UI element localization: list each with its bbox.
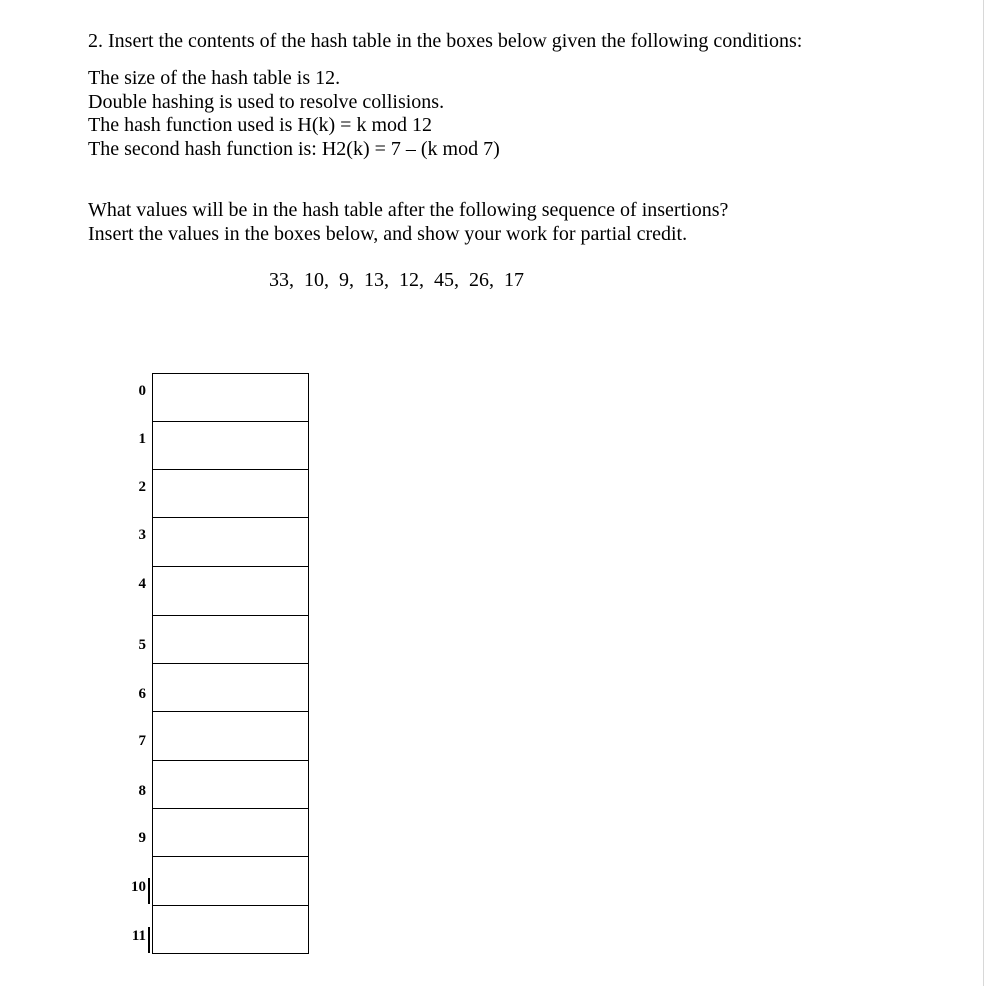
slot-index-3: 3 [138,527,146,543]
instruction-line-2: Insert the values in the boxes below, and show your work for partial credit. [88,222,688,245]
slot-box-8[interactable] [152,760,309,809]
slot-divider-10 [148,878,150,904]
condition-hash-function: The hash function used is H(k) = k mod 12 [88,114,433,136]
slot-index-6: 6 [138,686,146,702]
condition-second-hash-function: The second hash function is: H2(k) = 7 – (k mod 7) [88,137,500,160]
slot-divider-11 [148,927,150,953]
slot-box-5[interactable] [152,615,309,664]
slot-index-5: 5 [138,637,146,653]
slot-index-9: 9 [138,830,146,846]
slot-index-7: 7 [138,733,146,749]
slot-box-6[interactable] [152,663,309,712]
conditions-list [88,67,500,161]
slot-index-4: 4 [138,576,146,592]
slot-index-0: 0 [138,383,146,399]
slot-box-4[interactable] [152,566,309,616]
slot-box-3[interactable] [152,517,309,567]
instruction-line-1: What values will be in the hash table after the following sequence of insertions? [88,199,729,221]
slot-box-10[interactable] [152,856,309,906]
slot-index-11: 11 [131,928,146,944]
slot-box-2[interactable] [152,469,309,518]
slot-box-9[interactable] [152,808,309,857]
condition-table-size: The size of the hash table is 12. [88,67,341,89]
condition-collision-method: Double hashing is used to resolve collisions. [88,90,445,113]
instructions [88,199,728,246]
slot-box-11[interactable] [152,905,309,954]
slot-box-0[interactable] [152,373,309,422]
insertion-sequence: 33, 10, 9, 13, 12, 45, 26, 17 [269,269,524,291]
slot-index-8: 8 [138,783,146,799]
question-heading: 2. Insert the contents of the hash table in the boxes below given the following conditions: [88,30,803,52]
slot-index-2: 2 [138,479,146,495]
slot-index-10: 10 [131,879,146,895]
slot-index-1: 1 [138,431,146,447]
slot-box-7[interactable] [152,711,309,761]
page-edge-divider [983,0,984,986]
slot-box-1[interactable] [152,421,309,470]
